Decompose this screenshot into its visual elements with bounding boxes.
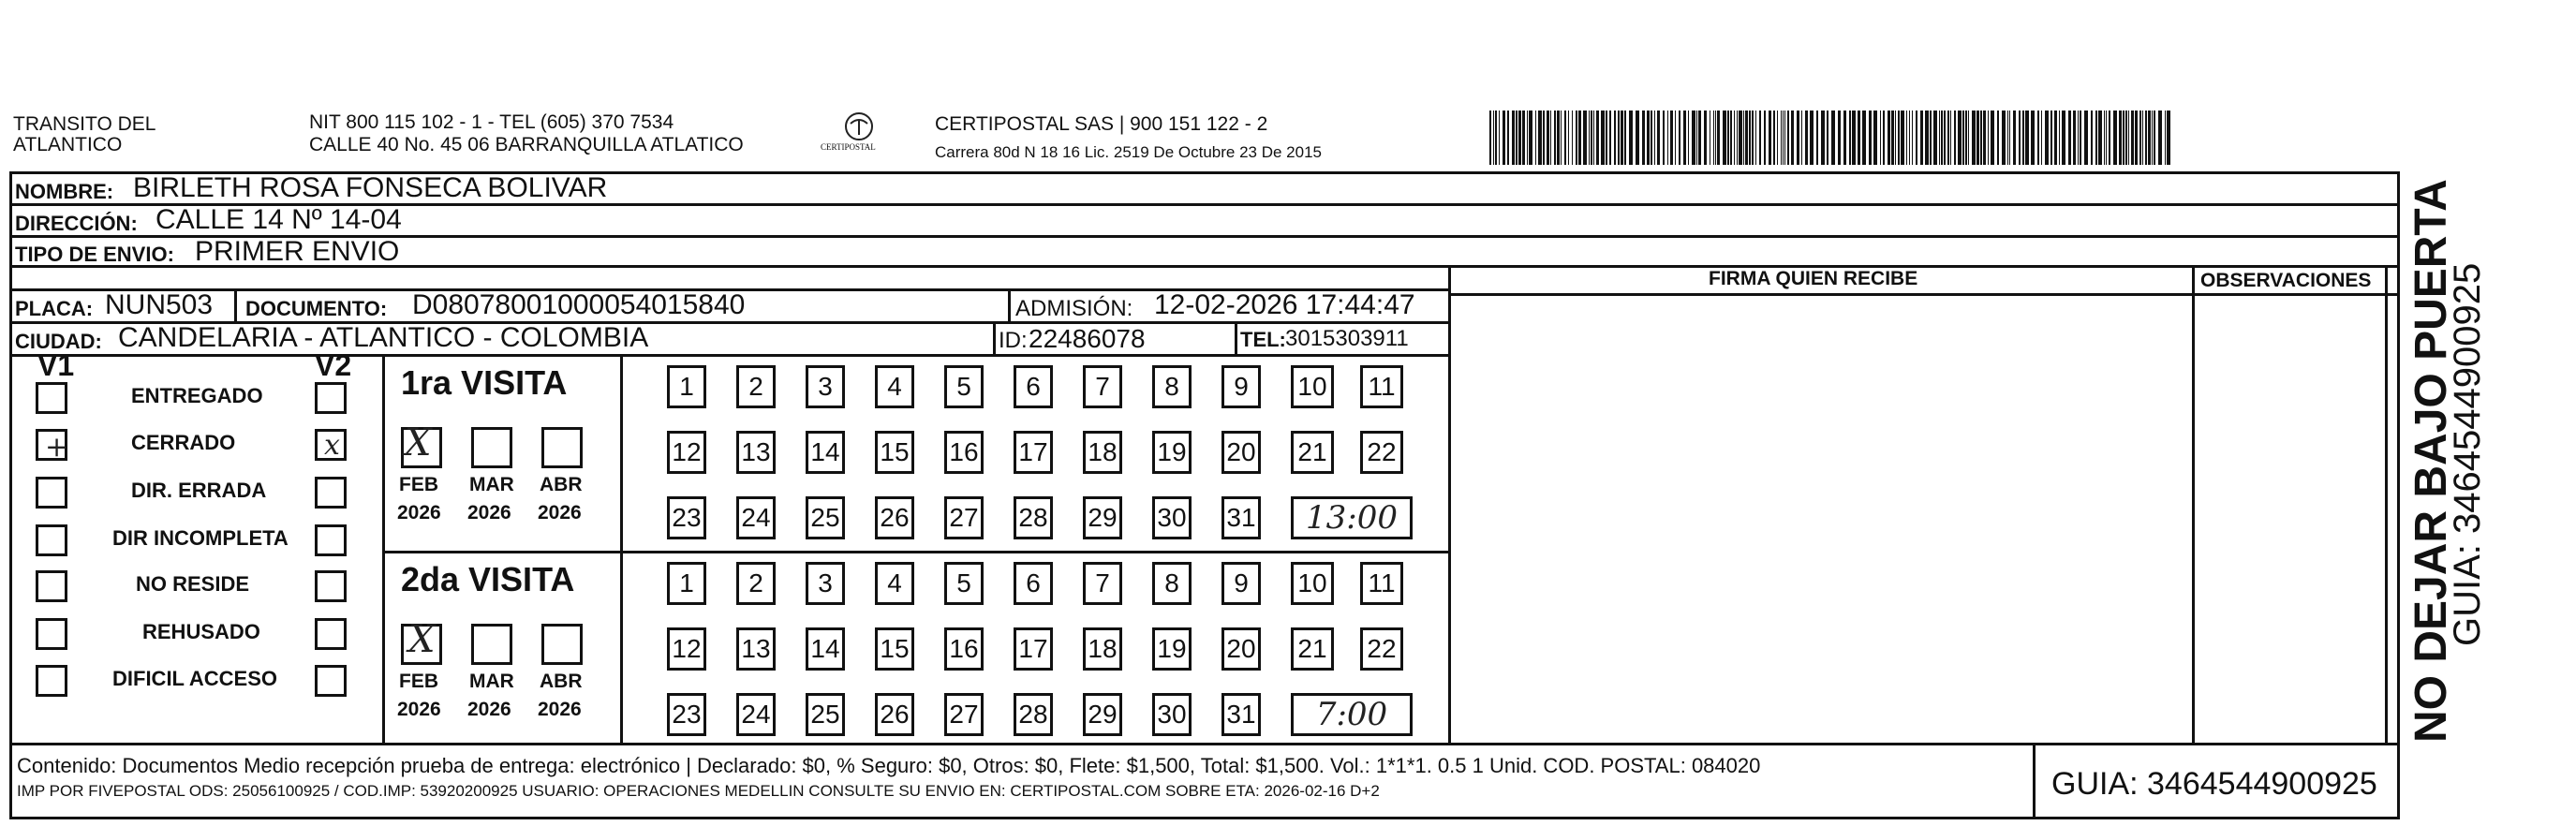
nombre-value: BIRLETH ROSA FONSECA BOLIVAR (133, 172, 608, 203)
placa-value: NUN503 (105, 289, 214, 320)
day-box[interactable]: 17 (1014, 431, 1053, 474)
imp-text: IMP POR FIVEPOSTAL ODS: 25056100925 / COD.IMP: 53920200925 USUARIO: OPERACIONES MEDELLIN CONSULTE SU ENVIO EN: CERTIPOSTAL.COM SOBRE ETA: 2026-02-16 D+2 (17, 782, 1380, 800)
month-checkbox[interactable] (541, 624, 583, 665)
day-box[interactable]: 28 (1014, 496, 1053, 539)
admision-label: ADMISIÓN: (1015, 296, 1133, 321)
day-box[interactable]: 6 (1014, 562, 1053, 605)
v2-checkbox[interactable] (315, 477, 347, 509)
day-box[interactable]: 25 (806, 693, 845, 736)
day-box[interactable]: 18 (1083, 627, 1122, 671)
day-box[interactable]: 8 (1152, 562, 1192, 605)
v1-header: V1 (37, 348, 75, 382)
day-box[interactable]: 2 (736, 365, 776, 408)
nit-line1: NIT 800 115 102 - 1 - TEL (605) 370 7534 (309, 111, 674, 133)
day-box[interactable]: 7 (1083, 365, 1122, 408)
day-box[interactable]: 19 (1152, 627, 1192, 671)
day-box[interactable]: 27 (944, 693, 984, 736)
month-checkbox[interactable] (471, 624, 512, 665)
org-name-line2: ATLANTICO (13, 134, 123, 155)
day-box[interactable]: 3 (806, 365, 845, 408)
v1-checkbox[interactable] (36, 665, 67, 697)
documento-label: DOCUMENTO: (245, 297, 388, 320)
v1-checkbox[interactable] (36, 382, 67, 414)
day-box[interactable]: 30 (1152, 496, 1192, 539)
v2-header: V2 (315, 348, 352, 382)
day-box[interactable]: 17 (1014, 627, 1053, 671)
day-box[interactable]: 25 (806, 496, 845, 539)
year-label: 2026 (538, 699, 582, 720)
tel-label: TEL: (1240, 328, 1286, 351)
visit-title: 2da VISITA (401, 560, 575, 598)
month-label: MAR (469, 671, 514, 692)
admision-value: 12-02-2026 17:44:47 (1154, 289, 1415, 320)
day-box[interactable]: 24 (736, 693, 776, 736)
month-label: FEB (399, 671, 438, 692)
day-box[interactable]: 12 (667, 431, 706, 474)
day-box[interactable]: 19 (1152, 431, 1192, 474)
day-box[interactable]: 7 (1083, 562, 1122, 605)
tipo-envio-label: TIPO DE ENVIO: (15, 243, 174, 266)
time-box[interactable]: 7:00 (1291, 693, 1413, 736)
observaciones-label: OBSERVACIONES (2200, 270, 2372, 291)
ciudad-value: CANDELARIA - ATLANTICO - COLOMBIA (118, 322, 649, 353)
day-box[interactable]: 26 (875, 693, 914, 736)
month-checkbox[interactable] (471, 427, 512, 468)
day-box[interactable]: 24 (736, 496, 776, 539)
day-box[interactable]: 3 (806, 562, 845, 605)
company-line1: CERTIPOSTAL SAS | 900 151 122 - 2 (935, 113, 1268, 135)
month-mark: X (405, 421, 432, 465)
status-label: DIFICIL ACCESO (112, 667, 278, 690)
month-checkbox[interactable] (541, 427, 583, 468)
day-box[interactable]: 29 (1083, 496, 1122, 539)
month-label: MAR (469, 474, 514, 495)
status-label: ENTREGADO (131, 384, 263, 407)
day-box[interactable]: 11 (1360, 562, 1403, 605)
id-value: 22486078 (1029, 324, 1146, 353)
firma-label: FIRMA QUIEN RECIBE (1709, 268, 1918, 289)
day-box[interactable]: 1 (667, 365, 706, 408)
day-box[interactable]: 23 (667, 693, 706, 736)
day-box[interactable]: 15 (875, 627, 914, 671)
side-guia: GUIA: 3464544900925 (2447, 262, 2488, 646)
nombre-label: NOMBRE: (15, 180, 114, 203)
v2-checkbox[interactable] (315, 382, 347, 414)
day-box[interactable]: 28 (1014, 693, 1053, 736)
day-box[interactable]: 2 (736, 562, 776, 605)
day-box[interactable]: 10 (1291, 562, 1334, 605)
day-box[interactable]: 13 (736, 627, 776, 671)
month-mark: X (408, 618, 436, 661)
v1-checkbox[interactable] (36, 477, 67, 509)
v2-checkbox[interactable] (315, 524, 347, 556)
v1-checkbox[interactable] (36, 618, 67, 650)
month-label: ABR (540, 474, 583, 495)
barcode (1489, 111, 2178, 167)
org-name-line1: TRANSITO DEL (13, 113, 156, 135)
month-label: ABR (540, 671, 583, 692)
year-label: 2026 (467, 699, 511, 720)
day-box[interactable]: 14 (806, 431, 845, 474)
contenido-text: Contenido: Documentos Medio recepción prueba de entrega: electrónico | Declarado: $0, % Seguro: $0, Otros: $0, Flete: $1,500, Total: $1,500. Vol.: 1*1*1. 0.5 1 Unid. COD. POSTAL: 084020 (17, 754, 1761, 777)
year-label: 2026 (397, 502, 441, 524)
v2-checkbox[interactable] (315, 570, 347, 602)
v2-mark: x (324, 429, 340, 462)
id-label: ID: (999, 328, 1028, 353)
side-vertical-text (2406, 179, 2537, 743)
day-box[interactable]: 12 (667, 627, 706, 671)
status-label: DIR INCOMPLETA (112, 526, 289, 550)
year-label: 2026 (538, 502, 582, 524)
day-box[interactable]: 9 (1221, 562, 1261, 605)
v1-checkbox[interactable] (36, 570, 67, 602)
tipo-envio-value: PRIMER ENVIO (195, 236, 400, 267)
day-box[interactable]: 30 (1152, 693, 1192, 736)
day-box[interactable]: 14 (806, 627, 845, 671)
side-warning: NO DEJAR BAJO PUERTA (2406, 179, 2456, 743)
v1-checkbox[interactable] (36, 524, 67, 556)
day-box[interactable]: 10 (1291, 365, 1334, 408)
v1-mark: + (45, 431, 69, 464)
day-box[interactable]: 9 (1221, 365, 1261, 408)
day-box[interactable]: 4 (875, 562, 914, 605)
day-box[interactable]: 23 (667, 496, 706, 539)
day-box[interactable]: 5 (944, 365, 984, 408)
ciudad-label: CIUDAD: (15, 330, 102, 353)
day-box[interactable]: 1 (667, 562, 706, 605)
nit-line2: CALLE 40 No. 45 06 BARRANQUILLA ATLATICO (309, 134, 744, 155)
placa-label: PLACA: (15, 297, 94, 320)
direccion-value: CALLE 14 Nº 14-04 (155, 204, 402, 235)
day-box[interactable]: 11 (1360, 365, 1403, 408)
documento-value: D08078001000054015840 (412, 289, 746, 320)
day-box[interactable]: 22 (1360, 627, 1403, 671)
visit-title: 1ra VISITA (401, 363, 568, 402)
day-box[interactable]: 31 (1221, 496, 1261, 539)
day-box[interactable]: 8 (1152, 365, 1192, 408)
certipostal-logo (817, 111, 901, 157)
day-box[interactable]: 20 (1221, 627, 1261, 671)
footer-guia: GUIA: 3464544900925 (2051, 766, 2377, 802)
day-box[interactable]: 18 (1083, 431, 1122, 474)
day-box[interactable]: 21 (1291, 627, 1334, 671)
v2-checkbox[interactable] (315, 665, 347, 697)
day-box[interactable]: 13 (736, 431, 776, 474)
status-label: DIR. ERRADA (131, 479, 267, 502)
day-box[interactable]: 16 (944, 627, 984, 671)
tel-value: 3015303911 (1285, 326, 1409, 351)
time-box[interactable]: 13:00 (1291, 496, 1413, 539)
company-line2: Carrera 80d N 18 16 Lic. 2519 De Octubre 23 De 2015 (935, 143, 1322, 161)
year-label: 2026 (467, 502, 511, 524)
day-box[interactable]: 20 (1221, 431, 1261, 474)
day-box[interactable]: 26 (875, 496, 914, 539)
day-box[interactable]: 27 (944, 496, 984, 539)
day-box[interactable]: 5 (944, 562, 984, 605)
status-label: REHUSADO (142, 620, 260, 643)
status-label: NO RESIDE (136, 572, 250, 596)
day-box[interactable]: 21 (1291, 431, 1334, 474)
month-label: FEB (399, 474, 438, 495)
day-box[interactable]: 15 (875, 431, 914, 474)
direccion-label: DIRECCIÓN: (15, 212, 138, 235)
v2-checkbox[interactable] (315, 618, 347, 650)
day-box[interactable]: 31 (1221, 693, 1261, 736)
day-box[interactable]: 16 (944, 431, 984, 474)
barcode-icon (1489, 111, 2178, 167)
day-box[interactable]: 4 (875, 365, 914, 408)
day-box[interactable]: 29 (1083, 693, 1122, 736)
day-box[interactable]: 22 (1360, 431, 1403, 474)
logo-text: CERTIPOSTAL (821, 142, 876, 152)
status-label: CERRADO (131, 431, 236, 454)
day-box[interactable]: 6 (1014, 365, 1053, 408)
year-label: 2026 (397, 699, 441, 720)
